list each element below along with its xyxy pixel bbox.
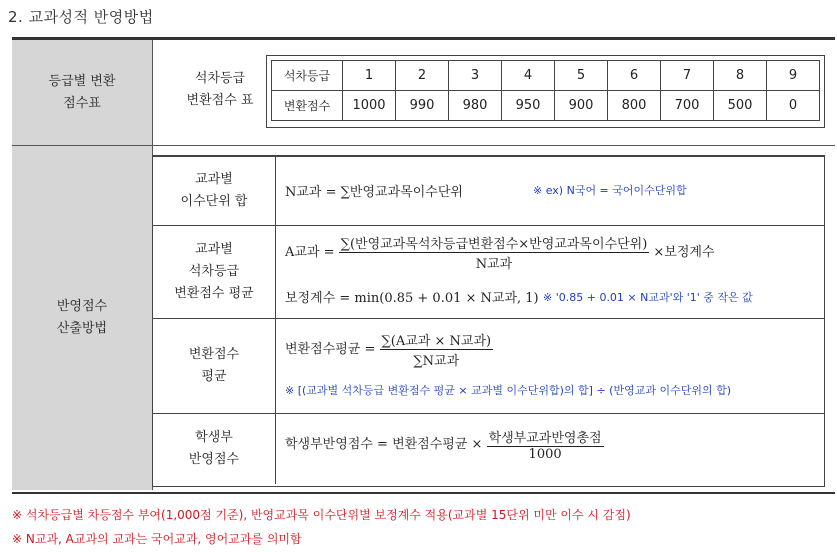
score-row (272, 91, 820, 121)
formula-record-score (285, 427, 604, 462)
grade-cell: 6 (608, 61, 661, 91)
grade-cell: 3 (449, 61, 502, 91)
fraction (380, 330, 494, 369)
method-label (153, 413, 276, 484)
formula-sum-units: N교과 = ∑반영교과목이수단위 (285, 185, 463, 200)
formula-lhs: 학생부반영점수 = 변환점수평균 × (285, 437, 483, 452)
correction-note: ※ '0.85 + 0.01 × N교과'와 '1' 중 작은 값 (543, 291, 753, 304)
label-line: 점수표 (63, 95, 101, 111)
formula-converted-average (285, 330, 493, 369)
grade-cell: 1 (343, 61, 396, 91)
numerator: ∑(반영교과목석차등급변환점수×반영교과목이수단위) (339, 233, 650, 253)
score-cell: 950 (502, 91, 555, 121)
score-cell: 500 (714, 91, 767, 121)
formula-average (285, 233, 715, 272)
formula-tail: ×보정계수 (653, 245, 715, 260)
formula-lhs: A교과 = (285, 245, 335, 260)
label-line: 이수단위 합 (180, 194, 248, 209)
label-line: 반영점수 (188, 451, 240, 467)
method-table (152, 155, 825, 487)
score-cell: 0 (767, 91, 820, 121)
label-line: 학생부 (195, 429, 233, 445)
grade-cell: 2 (396, 61, 449, 91)
header-cell: 석차등급 (272, 61, 343, 91)
score-cell: 990 (396, 91, 449, 121)
method-row (153, 318, 824, 414)
example-note: ※ ex) N국어 = 국어이수단위합 (533, 184, 687, 197)
denominator: 1000 (528, 447, 562, 462)
footnote: ※ 석차등급별 차등점수 부여(1,000점 기준), 반영교과목 이수단위별 보정계수 적용(교과별 15단위 미만 이수 시 감점) (12, 508, 631, 522)
numerator: 학생부교과반영총점 (487, 427, 604, 447)
method-row (153, 225, 824, 319)
label-line: 석차등급 (194, 71, 246, 86)
fraction (487, 427, 604, 462)
footnote: ※ N교과, A교과의 교과는 국어교과, 영어교과를 의미함 (12, 532, 302, 546)
average-note: ※ [(교과별 석차등급 변환점수 평균 × 교과별 이수단위합)의 합] ÷ (반영교과 이수단위의 합) (285, 384, 732, 397)
label-line: 산출방법 (56, 321, 108, 336)
method-row (153, 157, 824, 226)
score-cell: 900 (555, 91, 608, 121)
method-label (153, 318, 276, 413)
header-cell: 변환점수 (272, 91, 343, 121)
score-cell: 700 (661, 91, 714, 121)
grade-row (272, 61, 820, 91)
formula-correction: 보정계수 = min(0.85 + 0.01 × N교과, 1) (285, 291, 539, 306)
row-divider (12, 145, 835, 146)
method-row (153, 413, 824, 484)
method-label (153, 157, 276, 225)
grade-cell: 9 (767, 61, 820, 91)
row-label-calculation-method (12, 146, 152, 490)
score-cell: 980 (449, 91, 502, 121)
grade-cell: 5 (555, 61, 608, 91)
section-title: 2. 교과성적 반영방법 (8, 8, 154, 26)
score-cell: 800 (608, 91, 661, 121)
label-line: 교과별 (195, 241, 233, 257)
formula-lhs: 변환점수평균 = (285, 342, 376, 357)
method-label (153, 225, 276, 318)
numerator: ∑(A교과 × N교과) (380, 330, 494, 350)
grade-score-table (271, 60, 820, 121)
denominator: N교과 (475, 257, 513, 272)
label-line: 변환점수 평균 (174, 285, 254, 301)
grade-cell: 7 (661, 61, 714, 91)
label-line: 반영점수 (56, 299, 108, 314)
label-line: 석차등급 (188, 263, 240, 279)
score-cell: 1000 (343, 91, 396, 121)
fraction (339, 233, 650, 272)
grade-cell: 4 (502, 61, 555, 91)
grade-table-label (170, 68, 270, 112)
row-label-conversion-table (12, 40, 152, 146)
label-line: 등급별 변환 (48, 73, 116, 89)
grade-cell: 8 (714, 61, 767, 91)
label-line: 교과별 (195, 172, 233, 187)
label-line: 변환점수 (188, 346, 240, 362)
denominator: ∑N교과 (413, 354, 460, 369)
label-line: 평균 (201, 368, 227, 384)
label-line: 변환점수 표 (186, 93, 254, 108)
